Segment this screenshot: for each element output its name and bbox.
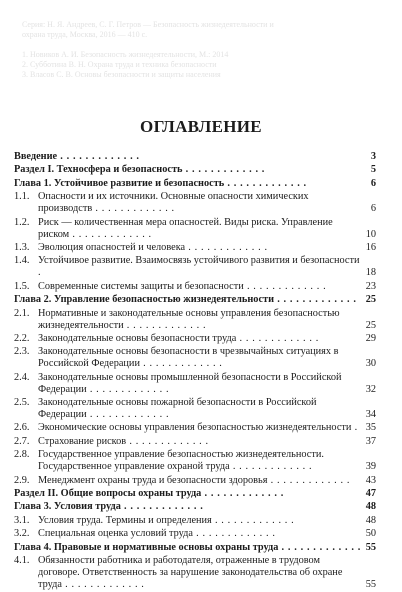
dot-leader: . bbox=[351, 422, 358, 434]
toc-entry-title: Государственное управление безопасностью жизнедеятельности. Государственное управление охраной труда . . . . . . . . . . . . . bbox=[38, 449, 324, 473]
toc-page-number: 6 bbox=[370, 203, 376, 215]
toc-page-number: 18 bbox=[365, 267, 376, 279]
toc-entry-title: Условия труда. Термины и определения . . . . . . . . . . . . . bbox=[38, 514, 295, 526]
toc-entry bbox=[14, 281, 376, 293]
dot-leader: . . . . . . . . . . . . . bbox=[236, 332, 319, 344]
toc-entry bbox=[14, 515, 376, 527]
toc-entry bbox=[14, 191, 376, 215]
bleed-line bbox=[22, 40, 382, 50]
toc-entry-title: Обязанности работника и работодателя, отраженные в трудовом договоре. Ответственность за нарушение законодательства об охране труда . . . . . . . . . . . . . bbox=[38, 554, 343, 590]
dot-leader: . . . . . . . . . . . . . bbox=[267, 474, 350, 486]
toc-entry bbox=[14, 528, 376, 540]
dot-leader: . . . . . . . . . . . . . bbox=[224, 177, 307, 189]
toc-entry bbox=[14, 422, 376, 434]
dot-leader: . . . . . . . . . . . . . bbox=[201, 488, 284, 500]
toc-entry-title: Законодательные основы пожарной безопасности в Российской Федерации . . . . . . . . . . . . . bbox=[38, 397, 317, 421]
toc-entry-number: 1.2. bbox=[14, 216, 30, 228]
dot-leader: . . . . . . . . . . . . . bbox=[126, 435, 209, 447]
toc-entry-number: 2.1. bbox=[14, 307, 30, 319]
toc-entry-title: Раздел I. Техносфера и безопасность . . . . . . . . . . . . . bbox=[14, 164, 265, 176]
toc-entry-number: 1.1. bbox=[14, 191, 30, 203]
toc-page-number: 3 bbox=[370, 151, 376, 162]
toc-entry bbox=[14, 488, 376, 500]
toc-entry-title: Законодательные основы промышленной безопасности в Российской Федерации . . . . . . . . . . . . . bbox=[38, 371, 342, 395]
toc-page-number: 48 bbox=[365, 514, 376, 526]
table-of-contents bbox=[14, 151, 376, 592]
dot-leader: . . . . . . . . . . . . . bbox=[139, 358, 223, 370]
toc-entry-title: Современные системы защиты и безопасности . . . . . . . . . . . . . bbox=[38, 280, 327, 292]
toc-entry-title: Менеджмент охраны труда и безопасности здоровья . . . . . . . . . . . . . bbox=[38, 474, 350, 486]
dot-leader: . . . . . . . . . . . . . bbox=[61, 578, 145, 590]
toc-entry-number: 2.6. bbox=[14, 422, 30, 434]
toc-entry bbox=[14, 542, 376, 554]
page-title: ОГЛАВЛЕНИЕ bbox=[140, 117, 262, 136]
toc-entry bbox=[14, 475, 376, 487]
toc-entry-title: Эволюция опасностей и человека . . . . . . . . . . . . . bbox=[38, 241, 268, 253]
dot-leader: . . . . . . . . . . . . . bbox=[120, 501, 204, 513]
toc-entry-number: 2.5. bbox=[14, 397, 30, 409]
toc-entry bbox=[14, 255, 376, 279]
dot-leader: . . . . . . . . . . . . . bbox=[86, 409, 170, 421]
toc-entry-title: Устойчивое развитие. Взаимосвязь устойчивого развития и безопасности . bbox=[38, 255, 360, 279]
toc-entry-title: Специальная оценка условий труда . . . . . . . . . . . . . bbox=[38, 528, 276, 540]
dot-leader: . . . . . . . . . . . . . bbox=[123, 319, 207, 331]
toc-page-number: 30 bbox=[365, 358, 376, 370]
toc-entry-number: 1.4. bbox=[14, 255, 30, 267]
dot-leader: . . . . . . . . . . . . . bbox=[86, 383, 170, 395]
toc-entry-number: 2.7. bbox=[14, 435, 30, 447]
toc-entry-title: Нормативные и законодательные основы управления безопасностью жизнедеятельности . . . . . . . . . . . . . bbox=[38, 307, 340, 331]
toc-entry bbox=[14, 164, 376, 176]
toc-page-number: 29 bbox=[365, 332, 376, 344]
toc-page-number: 32 bbox=[365, 383, 376, 395]
toc-page-number: 55 bbox=[365, 578, 376, 590]
toc-page-number: 5 bbox=[370, 164, 376, 176]
toc-entry-title: Глава 2. Управление безопасностью жизнедеятельности . . . . . . . . . . . . . bbox=[14, 294, 357, 306]
toc-entry-title: Раздел II. Общие вопросы охраны труда . . . . . . . . . . . . . bbox=[14, 488, 284, 500]
toc-page-number: 16 bbox=[365, 241, 376, 253]
toc-entry-title: Глава 1. Устойчивое развитие и безопасность . . . . . . . . . . . . . bbox=[14, 177, 307, 189]
bleed-line: 1. Новиков А. И. Безопасность жизнедеятельности, М.: 2014 bbox=[22, 50, 229, 59]
toc-entry bbox=[14, 397, 376, 421]
dot-leader: . . . . . . . . . . . . . bbox=[229, 461, 313, 473]
bleed-line: охрана труда, Москва, 2016 — 410 с. bbox=[22, 30, 148, 39]
toc-entry bbox=[14, 294, 376, 306]
dot-leader: . . . . . . . . . . . . . bbox=[185, 241, 268, 253]
toc-entry-number: 2.8. bbox=[14, 449, 30, 461]
dot-leader: . . . . . . . . . . . . . bbox=[193, 528, 276, 540]
dot-leader: . . . . . . . . . . . . . bbox=[182, 164, 265, 176]
dot-leader: . . . . . . . . . . . . . bbox=[69, 228, 152, 240]
bleed-through-text bbox=[22, 20, 382, 80]
toc-entry-title: Опасности и их источники. Основные опасности химических производств . . . . . . . . . . . . . bbox=[38, 191, 309, 215]
toc-entry bbox=[14, 449, 376, 473]
toc-page-number: 6 bbox=[370, 177, 376, 189]
toc-entry-title: Страхование рисков . . . . . . . . . . . . . bbox=[38, 435, 209, 447]
toc-entry-number: 1.3. bbox=[14, 241, 30, 253]
toc-page-number: 55 bbox=[365, 541, 376, 553]
toc-page-number: 23 bbox=[365, 280, 376, 292]
toc-entry-title: Экономические основы управления безопасностью жизнедеятельности . bbox=[38, 422, 358, 434]
toc-entry bbox=[14, 333, 376, 345]
dot-leader: . . . . . . . . . . . . . bbox=[243, 280, 327, 292]
toc-entry-title: Введение . . . . . . . . . . . . . bbox=[14, 151, 140, 162]
toc-entry-title: Глава 4. Правовые и нормативные основы охраны труда . . . . . . . . . . . . . bbox=[14, 541, 361, 553]
toc-page-number: 10 bbox=[365, 228, 376, 240]
toc-entry bbox=[14, 372, 376, 396]
bleed-line: 2. Субботина В. Н. Охрана труда и техника безопасности bbox=[22, 60, 217, 69]
toc-entry bbox=[14, 217, 376, 241]
toc-page-number: 39 bbox=[365, 461, 376, 473]
toc-page-number: 34 bbox=[365, 409, 376, 421]
dot-leader: . . . . . . . . . . . . . bbox=[211, 514, 295, 526]
toc-entry-number: 1.5. bbox=[14, 280, 30, 292]
toc-entry-number: 2.2. bbox=[14, 332, 30, 344]
toc-entry-number: 2.4. bbox=[14, 371, 30, 383]
toc-entry-title: Глава 3. Условия труда . . . . . . . . . . . . . bbox=[14, 501, 204, 513]
toc-entry-number: 3.1. bbox=[14, 514, 30, 526]
toc-page-number: 48 bbox=[365, 501, 376, 513]
dot-leader: . . . . . . . . . . . . . bbox=[278, 541, 361, 553]
bleed-line: Серия: Н. Я. Андреев, С. Г. Петров — Безопасность жизнедеятельности и bbox=[22, 20, 274, 29]
toc-page-number: 37 bbox=[365, 435, 376, 447]
toc-entry-number: 2.9. bbox=[14, 474, 30, 486]
toc-page-number: 43 bbox=[365, 474, 376, 486]
toc-entry bbox=[14, 242, 376, 254]
toc-page-number: 47 bbox=[365, 488, 376, 500]
toc-page-number: 25 bbox=[365, 294, 376, 306]
toc-entry-title: Риск — количественная мера опасностей. Виды риска. Управление риском . . . . . . . . . . . . . bbox=[38, 216, 333, 240]
toc-page-number: 25 bbox=[365, 319, 376, 331]
toc-entry-number: 2.3. bbox=[14, 346, 30, 358]
toc-entry bbox=[14, 151, 376, 163]
toc-entry bbox=[14, 555, 376, 591]
toc-entry-title: Законодательные основы безопасности труда . . . . . . . . . . . . . bbox=[38, 332, 319, 344]
dot-leader: . . . . . . . . . . . . . bbox=[92, 203, 175, 215]
toc-entry bbox=[14, 436, 376, 448]
toc-entry-number: 3.2. bbox=[14, 528, 30, 540]
toc-entry-number: 4.1. bbox=[14, 554, 30, 566]
bleed-line: 3. Власов С. В. Основы безопасности и защиты населения bbox=[22, 70, 221, 79]
toc-page-number: 50 bbox=[365, 528, 376, 540]
dot-leader: . . . . . . . . . . . . . bbox=[274, 294, 357, 306]
toc-entry bbox=[14, 346, 376, 370]
toc-entry bbox=[14, 501, 376, 513]
dot-leader: . bbox=[38, 267, 42, 279]
toc-page-number: 35 bbox=[365, 422, 376, 434]
toc-entry-title: Законодательные основы безопасности в чрезвычайных ситуациях в Российской Федерации . . . . . . . . . . . . . bbox=[38, 346, 339, 370]
toc-entry bbox=[14, 178, 376, 190]
toc-entry bbox=[14, 308, 376, 332]
dot-leader: . . . . . . . . . . . . . bbox=[57, 151, 140, 162]
